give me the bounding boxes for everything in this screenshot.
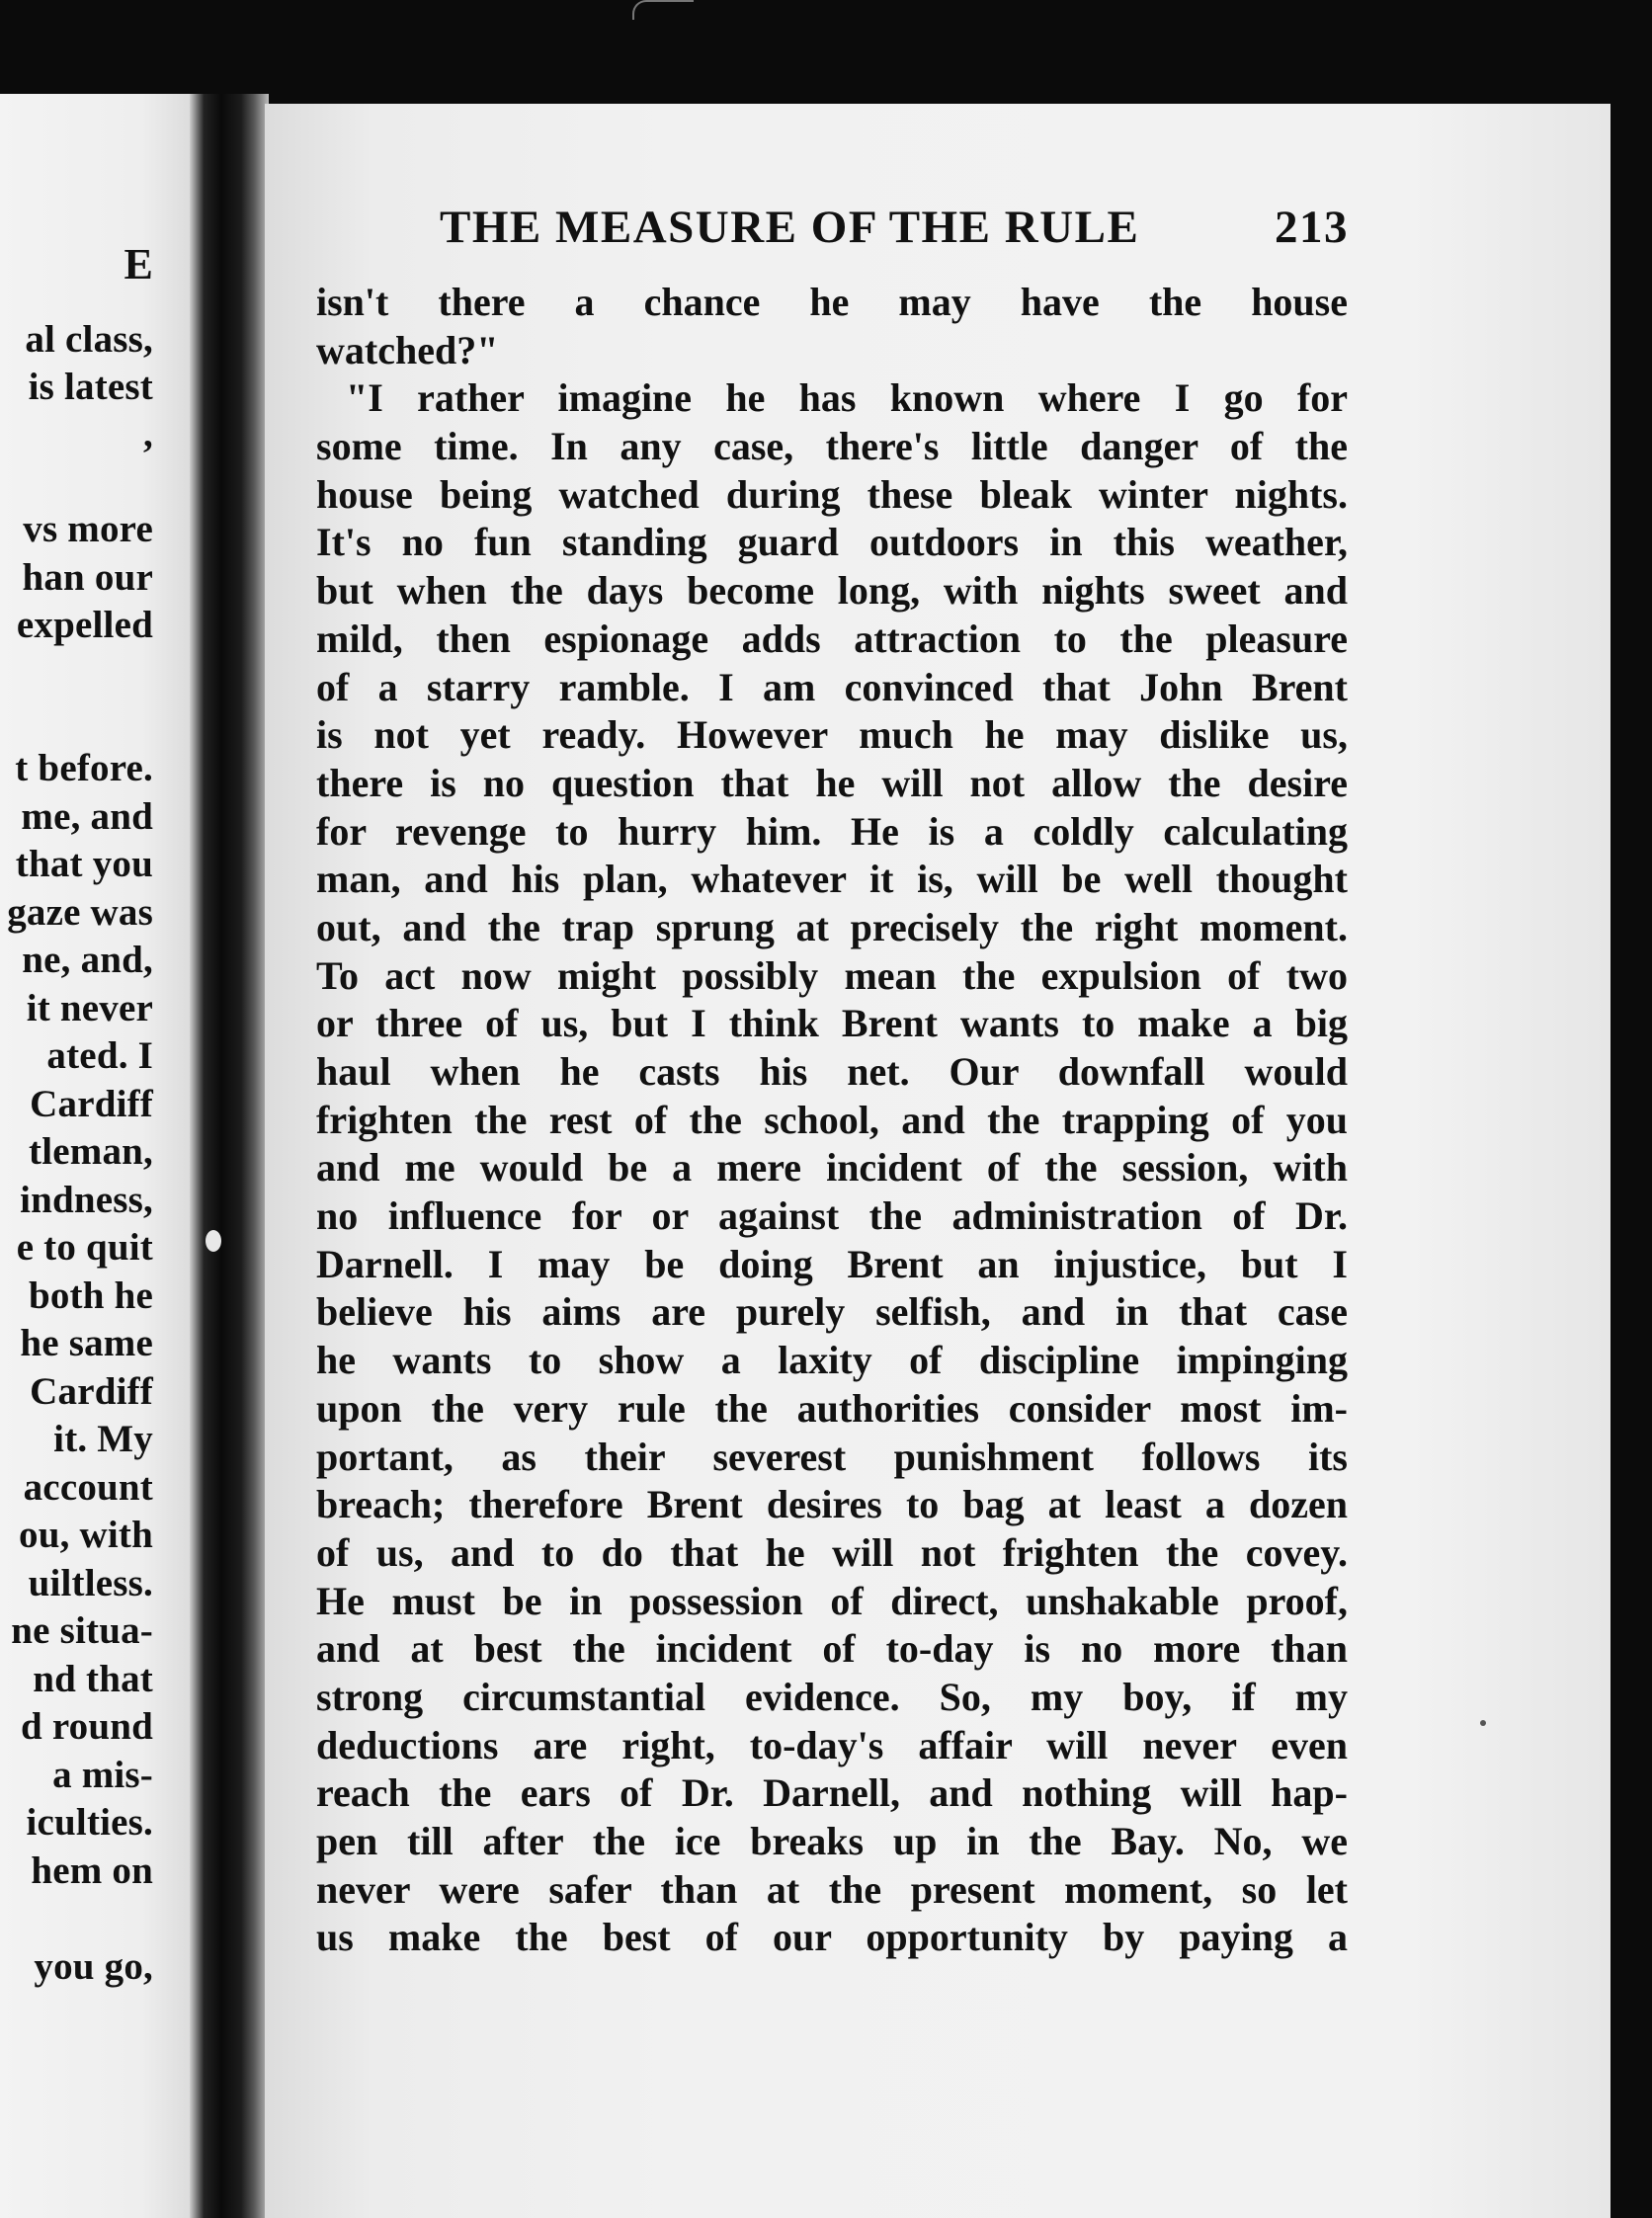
paper-speck <box>206 1230 221 1252</box>
text-line: To act now might possibly mean the expulsion of two <box>316 952 1348 998</box>
text-line: no influence for or against the administration of Dr. <box>316 1193 1348 1239</box>
left-page-fragment: Cardiff <box>30 1370 153 1413</box>
text-line: Darnell. I may be doing Brent an injustice, but I <box>316 1241 1348 1286</box>
text-line: some time. In any case, there's little danger of the <box>316 424 1348 469</box>
left-page-fragment: iculties. <box>26 1801 153 1844</box>
left-page-fragment: han our <box>22 556 153 599</box>
text-line: frighten the rest of the school, and the trapping of you <box>316 1097 1348 1142</box>
left-page-fragment: E <box>124 240 153 288</box>
text-line: but when the days become long, with nights sweet and <box>316 568 1348 614</box>
text-line: of us, and to do that he will not frighten the covey. <box>316 1529 1348 1575</box>
text-line: upon the very rule the authorities consider most im- <box>316 1385 1348 1431</box>
text-line: of a starry ramble. I am convinced that John Brent <box>316 664 1348 709</box>
left-page-fragment: you go, <box>34 1945 153 1988</box>
running-head-title: THE MEASURE OF THE RULE <box>440 202 1140 253</box>
left-page-fragment: uiltless. <box>28 1562 153 1604</box>
text-line: pen till after the ice breaks up in the Bay. No, we <box>316 1819 1348 1863</box>
left-page-fragment: tleman, <box>29 1130 153 1173</box>
left-page-fragment: Cardiff <box>30 1083 153 1125</box>
text-line: house being watched during these bleak winter nights. <box>316 471 1348 517</box>
running-head <box>440 201 1349 260</box>
text-line: mild, then espionage adds attraction to the pleasure <box>316 616 1348 661</box>
text-line: for revenge to hurry him. He is a coldly calculating <box>316 808 1348 854</box>
page-number: 213 <box>1275 202 1349 253</box>
text-line: man, and his plan, whatever it is, will be well thought <box>316 857 1348 902</box>
text-line: or three of us, but I think Brent wants to make a big <box>316 1001 1348 1046</box>
left-page-fragment: expelled <box>16 604 153 646</box>
left-page-fragment: it never <box>26 987 153 1029</box>
text-line: strong circumstantial evidence. So, my boy, if my <box>316 1674 1348 1719</box>
text-line: isn't there a chance he may have the house <box>316 280 1348 324</box>
text-line: "I rather imagine he has known where I go for <box>346 375 1348 421</box>
left-page-fragment: ated. I <box>46 1034 153 1077</box>
left-page-fragment: ne situa- <box>11 1609 153 1652</box>
left-page-fragment: e to quit <box>16 1226 153 1269</box>
left-page-fragment: t before. <box>15 747 153 789</box>
left-page-fragment: d round <box>20 1705 153 1748</box>
body-text <box>316 279 1348 1962</box>
scan-artifact <box>632 0 694 20</box>
text-line: haul when he casts his net. Our downfall would <box>316 1049 1348 1094</box>
text-line: us make the best of our opportunity by paying a <box>316 1915 1348 1960</box>
left-page-fragment: ou, with <box>19 1514 153 1556</box>
paper-speck <box>1480 1720 1486 1726</box>
left-page-fragment: both he <box>28 1274 153 1317</box>
text-line: there is no question that he will not allow the desire <box>316 760 1348 805</box>
left-facing-page <box>0 94 203 2218</box>
text-line: It's no fun standing guard outdoors in this weather, <box>316 520 1348 565</box>
text-line: is not yet ready. However much he may dislike us, <box>316 712 1348 758</box>
text-line: believe his aims are purely selfish, and in that case <box>316 1289 1348 1335</box>
text-line: and me would be a mere incident of the session, with <box>316 1145 1348 1191</box>
left-page-fragment: ne, and, <box>22 939 153 981</box>
left-page-fragment: he same <box>20 1322 153 1364</box>
left-page-fragment: me, and <box>21 795 153 838</box>
left-page-fragment: indness, <box>20 1179 153 1221</box>
left-page-fragment: nd that <box>33 1658 153 1700</box>
left-page-fragment: is latest <box>28 366 153 408</box>
left-page-fragment: gaze was <box>7 891 153 934</box>
left-page-fragment: it. My <box>53 1418 153 1460</box>
text-line: out, and the trap sprung at precisely the right moment. <box>316 904 1348 949</box>
left-page-fragment: hem on <box>31 1849 153 1892</box>
text-line: deductions are right, to-day's affair will never even <box>316 1722 1348 1767</box>
text-line: watched?" <box>316 327 499 372</box>
text-line: portant, as their severest punishment follows its <box>316 1434 1348 1479</box>
left-page-fragment: al class, <box>25 318 153 361</box>
text-line: reach the ears of Dr. Darnell, and nothing will hap- <box>316 1770 1348 1816</box>
text-line: he wants to show a laxity of discipline impinging <box>316 1338 1348 1383</box>
left-page-fragment: account <box>23 1466 153 1509</box>
left-page-fragment: vs more <box>23 508 153 550</box>
book-gutter-shadow <box>190 94 269 2218</box>
left-page-fragment: a mis- <box>52 1754 153 1796</box>
text-line: never were safer than at the present moment, so let <box>316 1866 1348 1912</box>
text-line: and at best the incident of to-day is no more than <box>316 1626 1348 1672</box>
text-line: breach; therefore Brent desires to bag at least a dozen <box>316 1482 1348 1527</box>
text-line: He must be in possession of direct, unshakable proof, <box>316 1578 1348 1623</box>
left-page-fragment: that you <box>15 843 153 885</box>
left-page-fragment: , <box>143 413 153 455</box>
